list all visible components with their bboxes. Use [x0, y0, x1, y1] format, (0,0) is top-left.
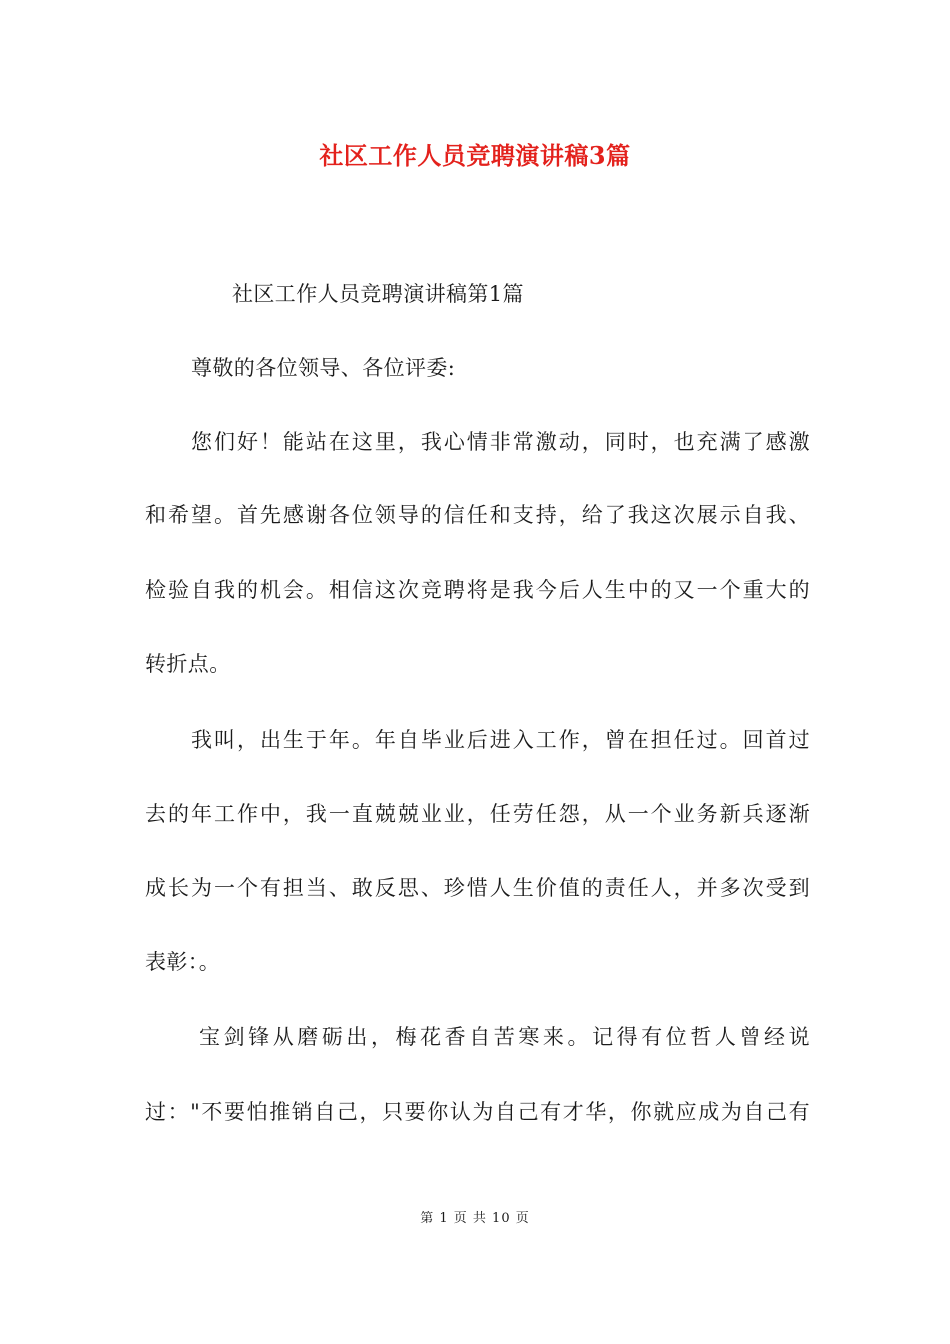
- paragraph-line: 成长为一个有担当、敢反思、珍惜人生价值的责任人，并多次受到: [145, 876, 810, 900]
- paragraph-line: 转折点。: [145, 652, 231, 676]
- section-heading: 社区工作人员竞聘演讲稿第1篇: [232, 282, 524, 306]
- paragraph-line: 过："不要怕推销自己，只要你认为自己有才华，你就应成为自己有: [145, 1100, 810, 1124]
- paragraph-line: 去的年工作中，我一直兢兢业业，任劳任怨，从一个业务新兵逐渐: [145, 802, 810, 826]
- paragraph-line: 表彰：。: [145, 950, 221, 974]
- paragraph-line: 我叫，出生于年。年自毕业后进入工作，曾在担任过。回首过: [191, 728, 810, 752]
- salutation: 尊敬的各位领导、各位评委:: [191, 356, 456, 380]
- paragraph-line: 和希望。首先感谢各位领导的信任和支持，给了我这次展示自我、: [145, 503, 810, 527]
- paragraph-line: 检验自我的机会。相信这次竞聘将是我今后人生中的又一个重大的: [145, 578, 810, 602]
- page-number-footer: 第 1 页 共 10 页: [420, 1211, 530, 1226]
- document-title: 社区工作人员竞聘演讲稿3篇: [319, 141, 631, 170]
- paragraph-line: 宝剑锋从磨砺出，梅花香自苦寒来。记得有位哲人曾经说: [199, 1025, 810, 1049]
- paragraph-line: 您们好！能站在这里，我心情非常激动，同时，也充满了感激: [191, 430, 810, 454]
